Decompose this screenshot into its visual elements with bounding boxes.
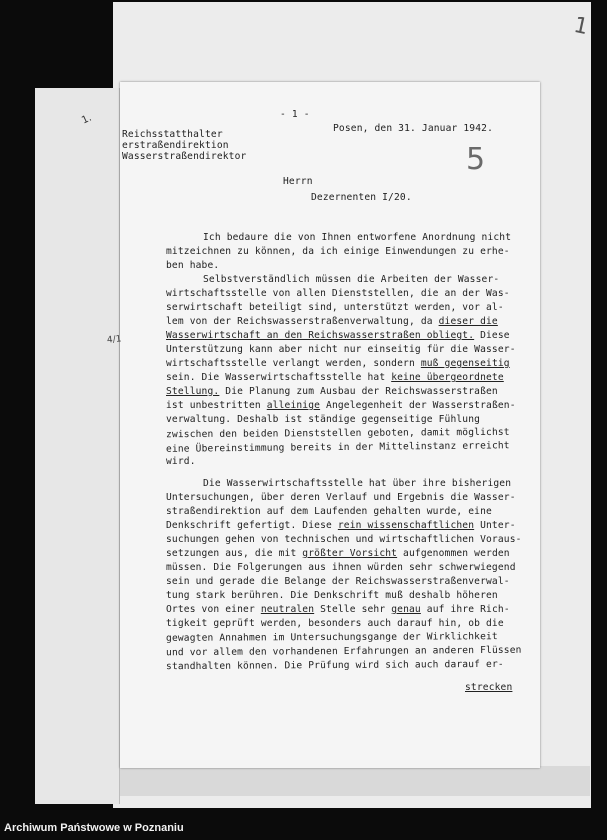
underlined-phrase: muß gegenseitig <box>420 358 510 369</box>
body-line <box>203 232 511 243</box>
text-run: müssen. Die Folgerungen aus ihnen würden sehr schwerwiegend <box>166 562 516 573</box>
text-run: Die Wasserwirtschaftsstelle hat über ihre bisherigen <box>203 478 512 489</box>
text-run: Denkschrift gefertigt. Diese <box>166 520 338 531</box>
text-run: wirtschaftsstelle verlangt werden, sondern <box>166 358 421 369</box>
body-line <box>203 478 511 489</box>
body-line <box>166 456 196 467</box>
body-line <box>166 548 510 559</box>
underlined-phrase: Wasserwirtschaft an den Reichswasserstraßen obliegt. <box>166 330 475 341</box>
text-run: mitzeichnen zu können, da ich einige Einwendungen zu erhe- <box>166 246 510 257</box>
body-line <box>166 246 510 257</box>
text-run: ben habe. <box>166 260 220 271</box>
text-run: ist unbestritten <box>166 400 267 411</box>
archive-name: Archiwum Państwowe w Poznaniu <box>4 822 184 834</box>
text-run: wird. <box>166 456 196 467</box>
archive-footer <box>0 812 607 840</box>
underlined-phrase: rein wissenschaftlichen <box>337 520 475 531</box>
text-run: gewagten Annahmen im Untersuchungsgange der Wirklichkeit <box>165 631 498 644</box>
margin-note: 4/1 <box>106 334 122 346</box>
text-run: verwaltung. Deshalb ist ständige gegenseitige Fühlung <box>166 414 481 425</box>
body-line <box>166 302 504 313</box>
text-run: Die Planung zum Ausbau der Reichswasserstraßen <box>219 386 498 397</box>
body-line <box>166 414 480 425</box>
text-run: tigkeit geprüft werden, besonders auch darauf hin, ob die <box>166 618 504 629</box>
underlined-phrase: genau <box>391 604 421 615</box>
body-line <box>166 344 516 355</box>
text-run: sein und gerade die Belange der Reichswasserstraßenverwal- <box>166 576 510 587</box>
text-run: straßendirektion auf dem Laufenden gehalten wurde, eine <box>166 506 492 517</box>
underlying-page-edge <box>120 766 590 796</box>
text-run: Untersuchungen, über deren Verlauf und Ergebnis die Wasser- <box>166 492 516 503</box>
text-run: Selbstverständlich müssen die Arbeiten der Wasser- <box>203 274 500 285</box>
text-run: aufgenommen werden <box>397 548 510 559</box>
underlined-phrase: größter Vorsicht <box>302 548 398 559</box>
sender-line-3: Wasserstraßendirektor <box>122 151 247 162</box>
text-run: Unterstützung kann aber nicht nur einseitig für die Wasser- <box>166 344 516 355</box>
body-line <box>166 645 522 658</box>
text-run: suchungen gehen von technischen und wirtschaftlichen Voraus- <box>166 534 522 545</box>
text-run: Angelegenheit der Wasserstraßen- <box>320 400 516 411</box>
pen-mark-top-right: 1 <box>571 12 591 41</box>
body-line <box>166 534 522 545</box>
text-run: Ortes von einer <box>166 604 261 615</box>
underlined-phrase: Stellung. <box>166 386 220 397</box>
text-run: eine Übereinstimmung bereits in der Mittelinstanz erreicht <box>165 440 510 455</box>
sender-line-2: erstraßendirektion <box>122 140 229 151</box>
text-run: Unter- <box>474 520 516 531</box>
catchword: strecken <box>465 682 513 693</box>
body-line <box>166 372 504 383</box>
text-run: lem von der Reichswasserstraßenverwaltung, da <box>166 316 439 327</box>
handwritten-number: 5 <box>466 142 486 177</box>
body-line <box>166 260 219 271</box>
folded-page-strip <box>35 88 120 804</box>
body-line <box>166 492 516 503</box>
letter-page <box>106 82 540 768</box>
text-run: wirtschaftsstelle von allen Dienststellen, die an der Was- <box>166 288 510 299</box>
page-number: - 1 - <box>280 109 310 120</box>
body-line <box>166 604 510 615</box>
text-run: tung stark berühren. Die Denkschrift muß deshalb höheren <box>166 590 498 601</box>
text-run: zwischen den beiden Dienststellen geboten, damit möglichst <box>165 426 510 441</box>
body-line <box>166 506 492 517</box>
body-line <box>166 576 510 587</box>
text-run: setzungen aus, die mit <box>166 548 303 559</box>
text-run: auf ihre Rich- <box>420 604 510 615</box>
underlined-phrase: dieser die <box>438 316 498 327</box>
body-line <box>166 358 510 369</box>
text-run: Diese <box>474 330 510 341</box>
underlined-phrase: keine übergeordnete <box>391 372 504 383</box>
text-run: standhalten können. Die Prüfung wird sich auch darauf er- <box>165 658 504 673</box>
sender-line-1: Reichsstatthalter <box>122 129 223 140</box>
body-line <box>166 330 510 341</box>
body-line <box>166 386 498 397</box>
body-line <box>166 590 498 601</box>
text-run: serwirtschaft beteiligt sind, unterstützt werden, vor al- <box>166 302 504 313</box>
text-run: sein. Die Wasserwirtschaftsstelle hat <box>166 372 392 383</box>
text-run: Ich bedaure die von Ihnen entworfene Anordnung nicht <box>203 232 512 243</box>
body-line <box>166 288 510 299</box>
addressee: Dezernenten I/20. <box>311 192 412 203</box>
pen-mark-margin: 1. <box>80 112 94 127</box>
body-line <box>166 400 516 411</box>
salutation: Herrn <box>283 176 313 187</box>
body-line <box>203 274 499 285</box>
body-line <box>166 316 498 327</box>
body-line <box>166 520 516 531</box>
text-run: Stelle sehr <box>314 604 392 615</box>
underlined-phrase: alleinige <box>266 400 321 411</box>
body-line <box>166 440 510 455</box>
body-line <box>166 427 510 440</box>
text-run: und vor allem den vorhandenen Erfahrungen an anderen Flüssen <box>165 644 522 659</box>
place-date: Posen, den 31. Januar 1942. <box>333 123 493 134</box>
underlined-phrase: neutralen <box>260 604 315 615</box>
body-line <box>166 659 504 672</box>
body-line <box>166 631 498 644</box>
body-line <box>166 562 516 573</box>
body-line <box>166 618 504 629</box>
